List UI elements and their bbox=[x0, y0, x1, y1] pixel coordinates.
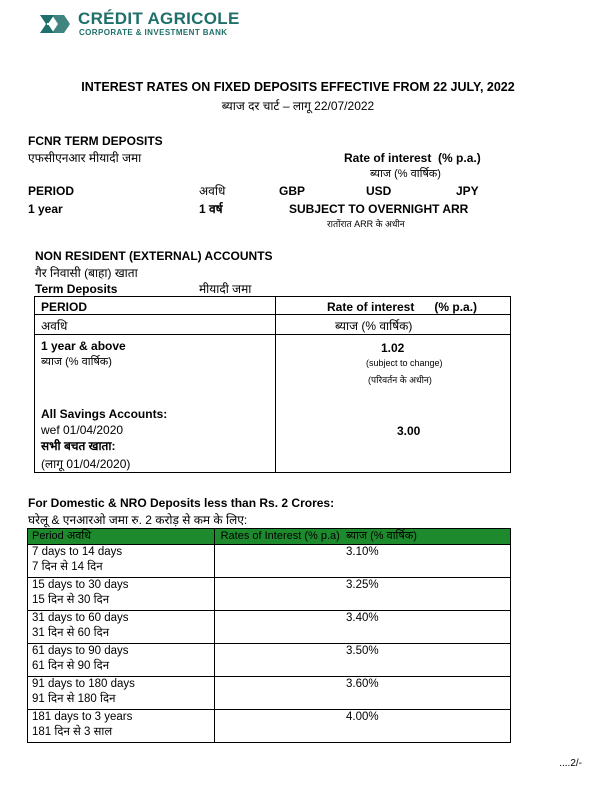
nre-row2-label: All Savings Accounts: bbox=[41, 407, 168, 421]
nre-col-period-hindi: अवधि bbox=[41, 319, 68, 333]
nre-row1-note-hindi: (परिवर्तन के अधीन) bbox=[368, 375, 432, 385]
fcnr-heading-hindi: एफसीएनआर मीयादी जमा bbox=[28, 151, 142, 165]
nre-sub-heading-hindi: मीयादी जमा bbox=[199, 282, 252, 296]
domestic-heading: For Domestic & NRO Deposits less than Rs. 2 Crores: bbox=[28, 496, 335, 510]
row-period-hindi: 15 दिन से 30 दिन bbox=[32, 593, 110, 606]
table-row bbox=[28, 545, 511, 578]
nre-row2-label-hindi: सभी बचत खाता: bbox=[41, 439, 116, 453]
nre-rates-table bbox=[34, 296, 511, 473]
row-period: 181 days to 3 years bbox=[32, 711, 133, 723]
table-row bbox=[28, 710, 511, 743]
row-period: 61 days to 90 days bbox=[32, 645, 129, 657]
fcnr-rate-note-hindi: रातोंरात ARR के अधीन bbox=[327, 219, 405, 229]
fcnr-period-value: 1 year bbox=[28, 202, 63, 216]
row-period-hindi: 91 दिन से 180 दिन bbox=[32, 692, 116, 705]
fcnr-rate-label: Rate of interest (% p.a.) bbox=[344, 151, 481, 165]
row-period-hindi: 7 दिन से 14 दिन bbox=[32, 560, 103, 573]
row-rate: 3.10% bbox=[214, 545, 510, 578]
fcnr-period-label-hindi: अवधि bbox=[199, 184, 226, 198]
nre-row1-note: (subject to change) bbox=[366, 358, 443, 368]
currency-usd: USD bbox=[366, 184, 392, 198]
nre-row2-date: wef 01/04/2020 bbox=[41, 423, 124, 437]
row-period: 91 days to 180 days bbox=[32, 678, 135, 690]
domestic-heading-hindi: घरेलू & एनआरओ जमा रु. 2 करोड़ से कम के लिए: bbox=[28, 513, 248, 527]
domestic-col-rate: Rates of Interest (% p.a) ब्याज (% वार्षिक) bbox=[214, 529, 510, 545]
table-row bbox=[28, 677, 511, 710]
nre-heading: NON RESIDENT (EXTERNAL) ACCOUNTS bbox=[35, 249, 273, 263]
table-row bbox=[28, 611, 511, 644]
currency-jpy: JPY bbox=[456, 184, 479, 198]
row-period: 7 days to 14 days bbox=[32, 546, 123, 558]
domestic-col-period: Period अवधि bbox=[28, 529, 215, 545]
table-row bbox=[28, 578, 511, 611]
fcnr-period-label: PERIOD bbox=[28, 184, 75, 198]
nre-col-rate: Rate of interest (% p.a.) bbox=[327, 300, 478, 314]
row-period: 31 days to 60 days bbox=[32, 612, 129, 624]
fcnr-rate-note: SUBJECT TO OVERNIGHT ARR bbox=[289, 202, 469, 216]
fcnr-heading: FCNR TERM DEPOSITS bbox=[28, 134, 163, 148]
row-period-hindi: 181 दिन से 3 साल bbox=[32, 725, 113, 738]
brand-subtitle: CORPORATE & INVESTMENT BANK bbox=[79, 28, 228, 37]
nre-col-rate-hindi: ब्याज (% वार्षिक) bbox=[335, 319, 413, 333]
nre-row1-label: 1 year & above bbox=[41, 339, 126, 353]
nre-heading-hindi: गैर निवासी (बाहा) खाता bbox=[35, 266, 138, 280]
fcnr-rate-label-hindi: ब्याज (% वार्षिक) bbox=[370, 168, 441, 180]
nre-col-period: PERIOD bbox=[41, 300, 88, 314]
fcnr-period-value-hindi: 1 वर्ष bbox=[199, 202, 223, 216]
row-rate: 3.50% bbox=[214, 644, 510, 677]
brand-name: CRÉDIT AGRICOLE bbox=[78, 9, 240, 28]
row-period: 15 days to 30 days bbox=[32, 579, 129, 591]
nre-row1-label-hindi: ब्याज (% वार्षिक) bbox=[41, 356, 112, 368]
row-rate: 4.00% bbox=[214, 710, 510, 743]
nre-row2-value: 3.00 bbox=[397, 424, 421, 438]
row-rate: 3.40% bbox=[214, 611, 510, 644]
currency-gbp: GBP bbox=[279, 184, 306, 198]
document-title-hindi: ब्याज दर चार्ट – लागू 22/07/2022 bbox=[221, 99, 375, 113]
nre-sub-heading: Term Deposits bbox=[35, 282, 118, 296]
row-period-hindi: 31 दिन से 60 दिन bbox=[32, 626, 110, 639]
nre-row2-date-hindi: (लागू 01/04/2020) bbox=[41, 457, 131, 471]
domestic-rates-table bbox=[27, 528, 511, 743]
row-rate: 3.60% bbox=[214, 677, 510, 710]
row-period-hindi: 61 दिन से 90 दिन bbox=[32, 659, 110, 672]
nre-row1-value: 1.02 bbox=[381, 341, 405, 355]
document-title: INTEREST RATES ON FIXED DEPOSITS EFFECTIVE FROM 22 JULY, 2022 bbox=[81, 80, 515, 94]
table-row bbox=[28, 644, 511, 677]
credit-agricole-logo-icon bbox=[38, 11, 72, 37]
domestic-table-header bbox=[28, 529, 511, 545]
page-continuation: ....2/- bbox=[559, 758, 582, 769]
row-rate: 3.25% bbox=[214, 578, 510, 611]
